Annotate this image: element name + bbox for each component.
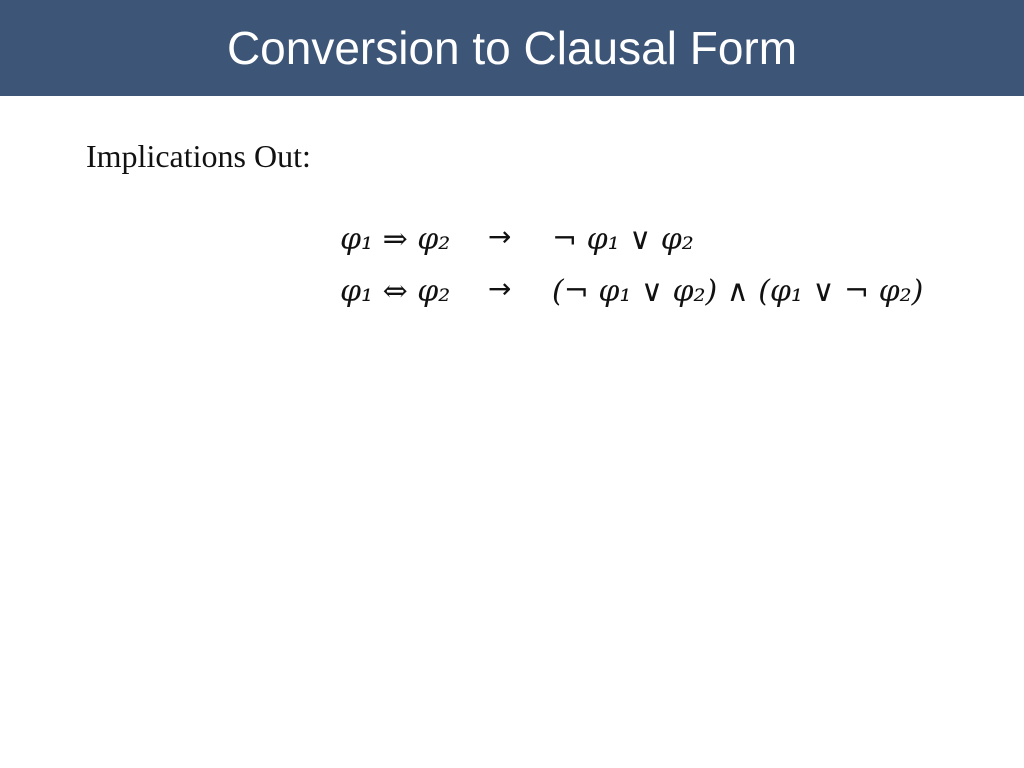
- formula-list: [340, 218, 924, 322]
- title-bar: [0, 0, 1024, 96]
- slide-title: Conversion to Clausal Form: [226, 22, 798, 74]
- formula-row-biconditional: [340, 270, 924, 322]
- formula-left-side: φ₁ ⇒ φ₂: [340, 222, 451, 257]
- formula-left-side: φ₁ ⇔ φ₂: [340, 274, 451, 309]
- section-label: Implications Out:: [86, 138, 311, 174]
- formula-row-implication: [340, 218, 900, 270]
- rewrite-arrow: →: [488, 220, 512, 253]
- formula-right-side: ¬ φ₁ ∨ φ₂: [552, 222, 694, 257]
- rewrite-arrow: →: [488, 272, 512, 305]
- formula-right-side: (¬ φ₁ ∨ φ₂) ∧ (φ₁ ∨ ¬ φ₂): [552, 274, 924, 309]
